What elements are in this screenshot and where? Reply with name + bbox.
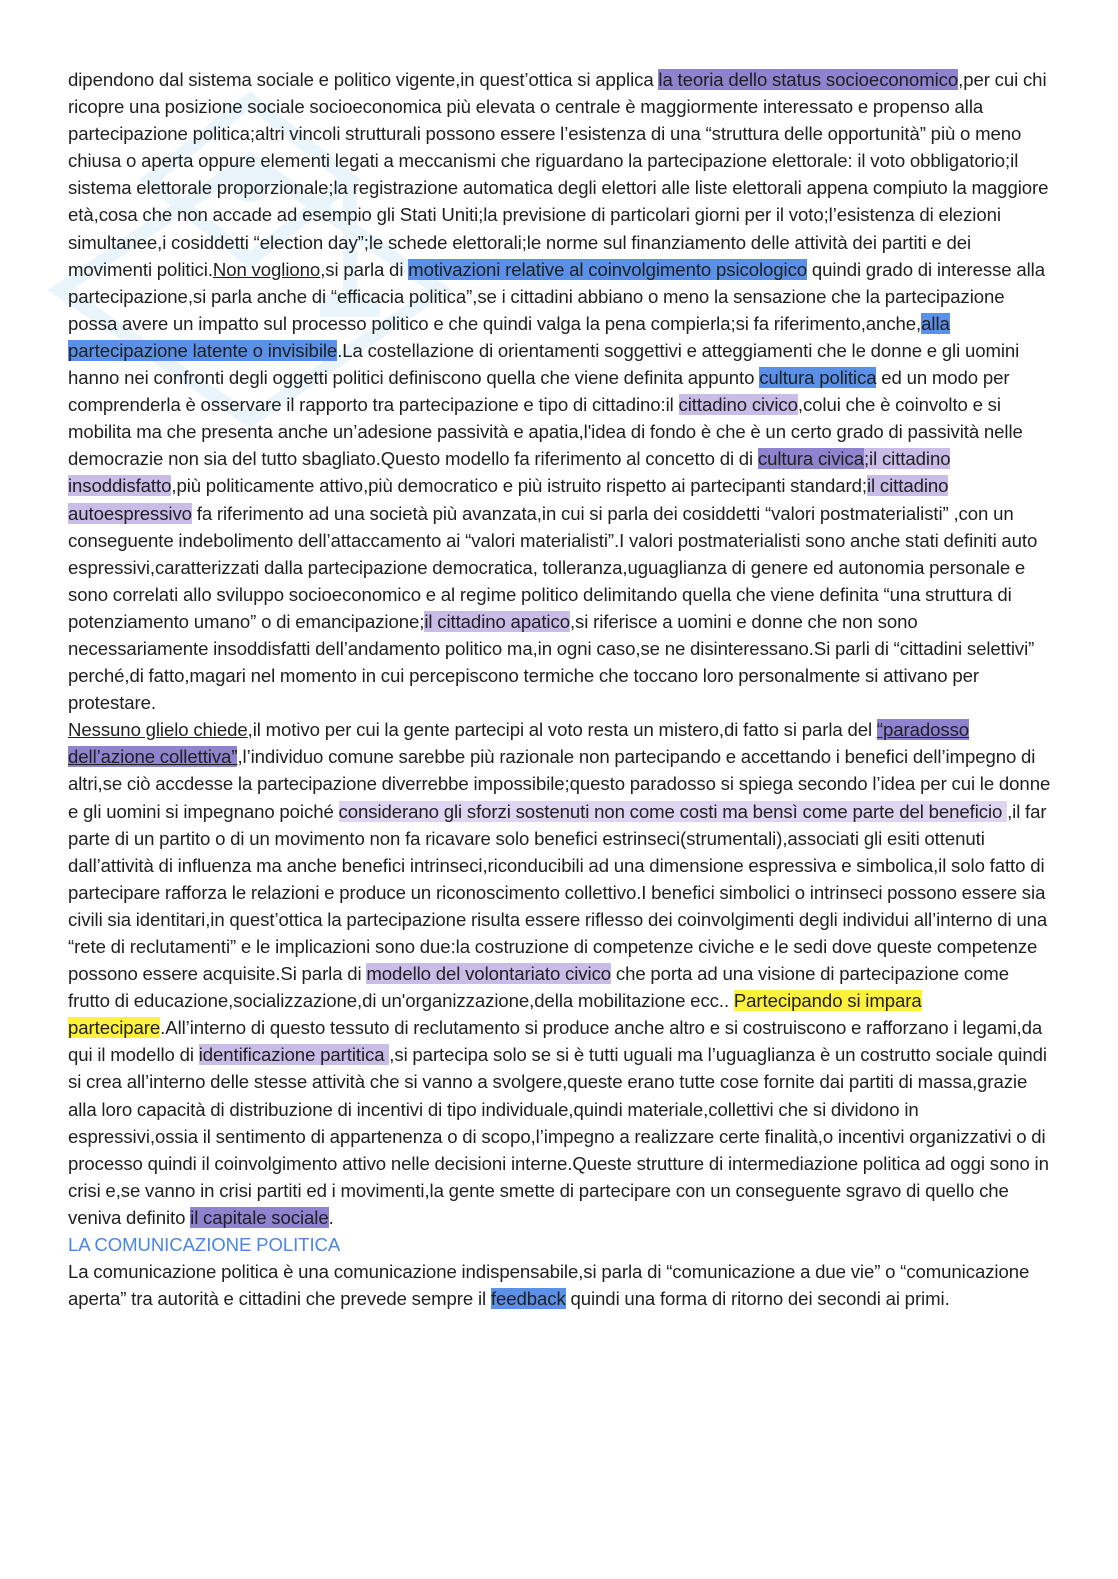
text-span: ,si partecipa solo se si è tutti uguali ma l’uguaglianza è un costrutto sociale quindi si crea all’interno delle stesse attività che si vanno a svolgere,queste erano tutte cose fornite dai partiti di massa,grazie alla loro capacità di distribuzione di incentivi di tipo individuale,quindi materiale,collettivi che si dividono in espressivi,ossia il sentimento di appartenenza o di scopo,l’impegno a realizzare certe finalità,o incentivi organizzativi o di processo quindi il coinvolgimento attivo nelle decisioni interne.Queste strutture di intermediazione politica ad oggi sono in crisi e,se vanno in crisi partiti ed i movimenti,la gente smette di partecipare con un conseguente sgravo di quello che veniva definito <box>68 1044 1049 1228</box>
text-span: ,più politicamente attivo,più democratico e più istruito rispetto ai partecipanti standard; <box>171 475 867 497</box>
text-span: .La costellazione di orientamenti soggettivi e atteggiamenti che le donne e gli uomini hanno nei confronti degli oggetti politici definiscono quella che viene definita appunto <box>68 339 1020 389</box>
text-span: quindi grado di interesse alla partecipazione,si parla anche di “efficacia politica”,se i cittadini abbiano o meno la sensazione che la partecipazione possa avere un impatto sul processo politico e che quindi valga la pena compierla;si fa riferimento,anche, <box>68 258 1045 334</box>
text-span: .All’interno di questo tessuto di reclutamento si produce anche altro e si costruiscono e rafforzano i legami,da qui il modello di <box>68 1017 1043 1066</box>
highlight-cittadino-insoddisfatto: ;il cittadino insoddisfatto <box>68 448 951 497</box>
highlight-identificazione-partitica: identificazione partitica <box>198 1044 390 1066</box>
highlight-cittadino-civico: cittadino civico <box>678 394 798 416</box>
text-span: ed un modo per comprenderla è osservare il rapporto tra partecipazione e tipo di cittadino:il <box>68 367 1010 416</box>
highlight-teoria-status: la teoria dello status socioeconomico <box>658 69 959 90</box>
paragraph-comunicazione <box>68 1258 1053 1312</box>
highlight-feedback: feedback <box>490 1288 566 1310</box>
highlight-cultura-civica: cultura civica <box>757 448 864 470</box>
highlight-volontariato-civico: modello del volontariato civico <box>366 963 612 985</box>
text-span: ,colui che è coinvolto e si mobilita ma che presenta anche un’adesione passività e apatia,l'idea di fondo è che è un certo grado di passività nelle democrazie non sia del tutto sbagliato.Questo modello fa riferimento al concetto di di <box>68 394 1023 470</box>
text-span: ,si riferisce a uomini e donne che non sono necessariamente insoddisfatti dell’andamento politico ma,in ogni caso,se ne disinteressano.Si parli di “cittadini selettivi” perché,di fatto,magari nel momento in cui percepiscono termiche che toccano loro personalmente si attivano per protestare. <box>68 610 1035 714</box>
highlight-partecipando-si-impara: Partecipando si impara partecipare <box>68 990 922 1039</box>
text-span: ,il motivo per cui la gente partecipi al voto resta un mistero,di fatto si parla del <box>247 719 877 741</box>
text-span: La comunicazione politica è una comunicazione indispensabile,si parla di “comunicazione a due vie” o “comunicazione aperta” tra autorità e cittadini che prevede sempre il <box>68 1261 1030 1310</box>
highlight-partecipazione-latente: alla partecipazione latente o invisibile <box>68 312 950 361</box>
underlined-nessuno-glielo-chiede: Nessuno glielo chiede <box>68 719 248 741</box>
text-span: ,il far parte di un partito o di un movimento non fa ricavare solo benefici estrinseci(strumentali),associati gli esiti ottenuti dall’attività di influenza ma anche benefici intrinseci,riconducibili ad una dimensione espressiva e simbolica,il solo fatto di partecipare rafforza le relazioni e produce un riconoscimento collettivo.I benefici simbolici o intrinseci possono essere sia civili sia identitari,in quest’ottica la partecipazione risulta essere riflesso dei coinvolgimenti degli individui all’interno di una “rete di reclutamenti” e le implicazioni sono due:la costruzione di competenze civiche e le sedi dove queste competenze possono essere acquisite.Si parla di <box>68 800 1048 985</box>
text-span: fa riferimento ad una società più avanzata,in cui si parla dei cosiddetti “valori postmaterialisti” ,con un conseguente indebolimento dell’attaccamento ai “valori materialisti”.I valori postmaterialisti sono anche stati definiti auto espressivi,caratterizzati dalla partecipazione democratica, tolleranza,uguaglianza di genere ed autonomia personale e sono correlati allo sviluppo socioeconomico e al regime politico delimitando quella che viene definita “una struttura di potenziamento umano” o di emancipazione; <box>68 502 1038 632</box>
highlight-sforzi-sostenuti: considerano gli sforzi sostenuti non come costi ma bensì come parte del beneficio <box>338 800 1008 822</box>
paragraph-paradosso <box>68 716 1053 1231</box>
text-span: ,si parla di <box>320 258 409 280</box>
document-text <box>68 66 1053 1312</box>
paragraph-partecipazione <box>68 66 1053 716</box>
text-span: ,l’individuo comune sarebbe più razionale non partecipando e accettando i benefici dell’impegno di altri,se ciò accdesse la partecipazione diverrebbe impossibile;questo paradosso si spiega secondo l’idea per cui le donne e gli uomini si impegnano poiché <box>68 746 1051 822</box>
section-heading: LA COMUNICAZIONE POLITICA <box>68 1234 341 1256</box>
highlight-cittadino-autoespressivo: il cittadino autoespressivo <box>68 475 949 524</box>
highlight-coinvolgimento-psicologico: motivazioni relative al coinvolgimento psicologico <box>408 258 808 280</box>
highlight-capitale-sociale: il capitale sociale <box>190 1206 329 1228</box>
highlight-cultura-politica: cultura politica <box>759 367 877 389</box>
text-span: quindi una forma di ritorno dei secondi ai primi. <box>565 1288 950 1310</box>
text-span: ,per cui chi ricopre una posizione sociale socioeconomica più elevata o centrale è maggiormente interessato e propenso alla partecipazione politica;altri vincoli strutturali possono essere l’esistenza di una “struttura delle opportunità” più o meno chiusa o aperta oppure elementi legati a meccanismi che riguardano la partecipazione elettorale: il voto obbligatorio;il sistema elettorale proporzionale;la registrazione automatica degli elettori alle liste elettorali appena compiuto la maggiore età,cosa che non accade ad esempio gli Stati Uniti;la previsione di particolari giorni per il voto;l’esistenza di elezioni simultanee,i cosiddetti “election day”;le schede elettorali;le norme sul finanziamento delle attività dei partiti e dei movimenti politici. <box>68 69 1049 280</box>
text-span: . <box>328 1206 334 1228</box>
highlight-paradosso-azione-collettiva: “paradosso dell’azione collettiva” <box>68 719 970 768</box>
highlight-cittadino-apatico: il cittadino apatico <box>424 610 570 632</box>
text-span: dipendono dal sistema sociale e politico vigente,in quest’ottica si applica <box>68 69 659 90</box>
text-span: che porta ad una visione di partecipazione come frutto di educazione,socializzazione,di un'organizzazione,della mobilitazione ecc.. <box>68 963 1009 1012</box>
underlined-non-vogliono: Non vogliono <box>212 258 321 280</box>
